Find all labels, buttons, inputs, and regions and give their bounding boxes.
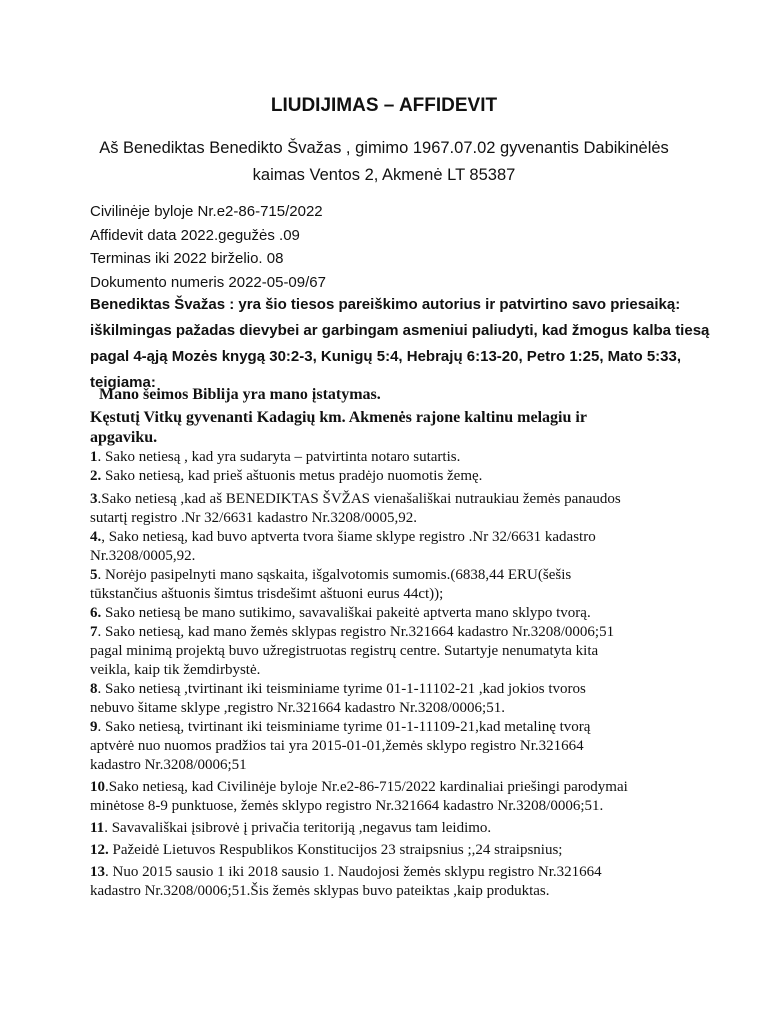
claim-item (90, 490, 730, 528)
claim-text: Sako netiesą, kad prieš aštuonis metus pradėjo nuomotis žemę. (101, 468, 483, 484)
claim-number: 12. (90, 842, 109, 858)
claim-line (90, 642, 730, 661)
claim-item (90, 566, 730, 604)
claim-text: pagal minimą projektą buvo užregistruotas registrų centre. Sutartyje nenumatyta kita (90, 643, 599, 659)
affidavit-date: Affidevit data 2022.gegužės .09 (90, 226, 300, 244)
oath-block (90, 292, 730, 396)
claim-line (90, 841, 730, 860)
claim-item (90, 841, 730, 860)
claims-list (90, 448, 730, 901)
claim-item (90, 819, 730, 838)
claim-text: . Sako netiesą, tvirtinant iki teisminiame tyrime 01-1-11109-21,kad metalinę tvorą (97, 719, 591, 735)
claim-item (90, 467, 730, 486)
claim-line (90, 448, 730, 467)
claim-number: 11 (90, 820, 105, 836)
claim-line (90, 467, 730, 486)
claim-item (90, 528, 730, 566)
claim-item (90, 718, 730, 775)
claim-text: . Sako netiesą , kad yra sudaryta – patvirtinta notaro sutartis. (97, 449, 461, 465)
claim-text: kadastro Nr.3208/0006;51 (90, 757, 247, 773)
claim-line (90, 680, 730, 699)
claim-text: Pažeidė Lietuvos Respublikos Konstitucijos 23 straipsnius ;,24 straipsnius; (108, 842, 563, 858)
oath-line-4: teigiama: (90, 374, 156, 391)
claim-item (90, 604, 730, 623)
claim-number: 4. (90, 529, 102, 545)
claim-line (90, 797, 730, 816)
claim-number: 3 (90, 491, 98, 507)
claim-line (90, 863, 730, 882)
claim-number: 9 (90, 719, 98, 735)
claim-text: .Sako netiesą, kad Civilinėje byloje Nr.e2-86-715/2022 kardinaliai priešingi parodymai (105, 779, 628, 795)
claim-line (90, 509, 730, 528)
document-number: Dokumento numeris 2022-05-09/67 (90, 273, 326, 291)
claim-line (90, 528, 730, 547)
claim-text: . Norėjo pasipelnyti mano sąskaita, išgalvotomis sumomis.(6838,44 ERU(šešis (97, 567, 572, 583)
claim-line (90, 819, 730, 838)
claim-text: Sako netiesą be mano sutikimo, savavališkai pakeitė aptverta mano sklypo tvorą. (101, 605, 591, 621)
claim-text: veikla, kaip tik žemdirbystė. (90, 662, 261, 678)
claim-item (90, 448, 730, 467)
document-title: LIUDIJIMAS – AFFIDEVIT (270, 95, 498, 116)
claim-line (90, 882, 730, 901)
intro-block (80, 135, 688, 189)
claim-line (90, 778, 730, 797)
claim-text: Nr.3208/0005,92. (90, 548, 196, 564)
claim-text: nebuvo šitame sklype ,registro Nr.321664 kadastro Nr.3208/0006;51. (90, 700, 505, 716)
claim-number: 2. (90, 468, 102, 484)
claim-number: 13 (90, 864, 105, 880)
claim-line (90, 623, 730, 642)
claim-number: 10 (90, 779, 105, 795)
claim-number: 8 (90, 681, 98, 697)
claim-number: 1 (90, 449, 98, 465)
claim-line (90, 585, 730, 604)
intro-line-2: kaimas Ventos 2, Akmenė LT 85387 (252, 166, 516, 184)
oath-line-1: Benediktas Švažas : yra šio tiesos pareiškimo autorius ir patvirtino savo priesaiką: (90, 296, 681, 313)
intro-line-1: Aš Benediktas Benedikto Švažas , gimimo 1967.07.02 gyvenantis Dabikinėlės (99, 139, 669, 157)
claim-text: aptvėrė nuo nuomos pradžios tai yra 2015-01-01,žemės sklypo registro Nr.321664 (90, 738, 584, 754)
claim-item (90, 623, 730, 680)
claim-item (90, 863, 730, 901)
claim-text: minėtose 8-9 punktuose, žemės sklypo registro Nr.321664 kadastro Nr.3208/0006;51. (90, 798, 604, 814)
claim-line (90, 490, 730, 509)
oath-line-3: pagal 4-ąją Mozės knygą 30:2-3, Kunigų 5:4, Hebrajų 6:13-20, Petro 1:25, Mato 5:33, (90, 348, 682, 365)
claim-line (90, 699, 730, 718)
claim-line (90, 604, 730, 623)
lead-line-3: apgaviku. (90, 429, 158, 446)
claim-text: . Sako netiesą ,tvirtinant iki teisminiame tyrime 01-1-11102-21 ,kad jokios tvoros (97, 681, 586, 697)
claim-line (90, 661, 730, 680)
lead-line-2: Kęstutį Vitkų gyvenanti Kadagių km. Akmenės rajone kaltinu melagiu ir (90, 409, 587, 426)
claim-number: 5 (90, 567, 98, 583)
claim-text: sutartį registro .Nr 32/6631 kadastro Nr.3208/0005,92. (90, 510, 418, 526)
claim-text: , Sako netiesą, kad buvo aptverta tvora šiame sklype registro .Nr 32/6631 kadastro (101, 529, 596, 545)
claim-line (90, 566, 730, 585)
claim-text: .Sako netiesą ,kad aš BENEDIKTAS ŠVŽAS vienašališkai nutraukiau žemės panaudos (97, 491, 621, 507)
deadline: Terminas iki 2022 birželio. 08 (90, 250, 284, 267)
claim-number: 7 (90, 624, 98, 640)
claim-text: . Savavališkai įsibrovė į privačia teritoriją ,negavus tam leidimo. (104, 820, 492, 836)
claim-line (90, 737, 730, 756)
claim-text: . Sako netiesą, kad mano žemės sklypas registro Nr.321664 kadastro Nr.3208/0006;51 (97, 624, 615, 640)
meta-block (90, 200, 720, 294)
claim-number: 6. (90, 605, 102, 621)
lead-statement (90, 385, 730, 448)
claim-text: . Nuo 2015 sausio 1 iki 2018 sausio 1. Naudojosi žemės sklypu registro Nr.321664 (105, 864, 602, 880)
claim-line (90, 547, 730, 566)
claim-item (90, 778, 730, 816)
oath-line-2: iškilmingas pažadas dievybei ar garbingam asmeniui paliudyti, kad žmogus kalba tiesą (90, 322, 710, 339)
claim-line (90, 756, 730, 775)
claim-text: tūkstančius aštuonis šimtus trisdešimt aštuoni eurus 44ct)); (90, 586, 444, 602)
claim-line (90, 718, 730, 737)
claim-text: kadastro Nr.3208/0006;51.Šis žemės sklypas buvo pateiktas ,kaip produktas. (90, 883, 550, 899)
claim-item (90, 680, 730, 718)
case-number: Civilinėje byloje Nr.e2-86-715/2022 (90, 203, 323, 220)
lead-line-1: Mano šeimos Biblija yra mano įstatymas. (99, 386, 381, 403)
